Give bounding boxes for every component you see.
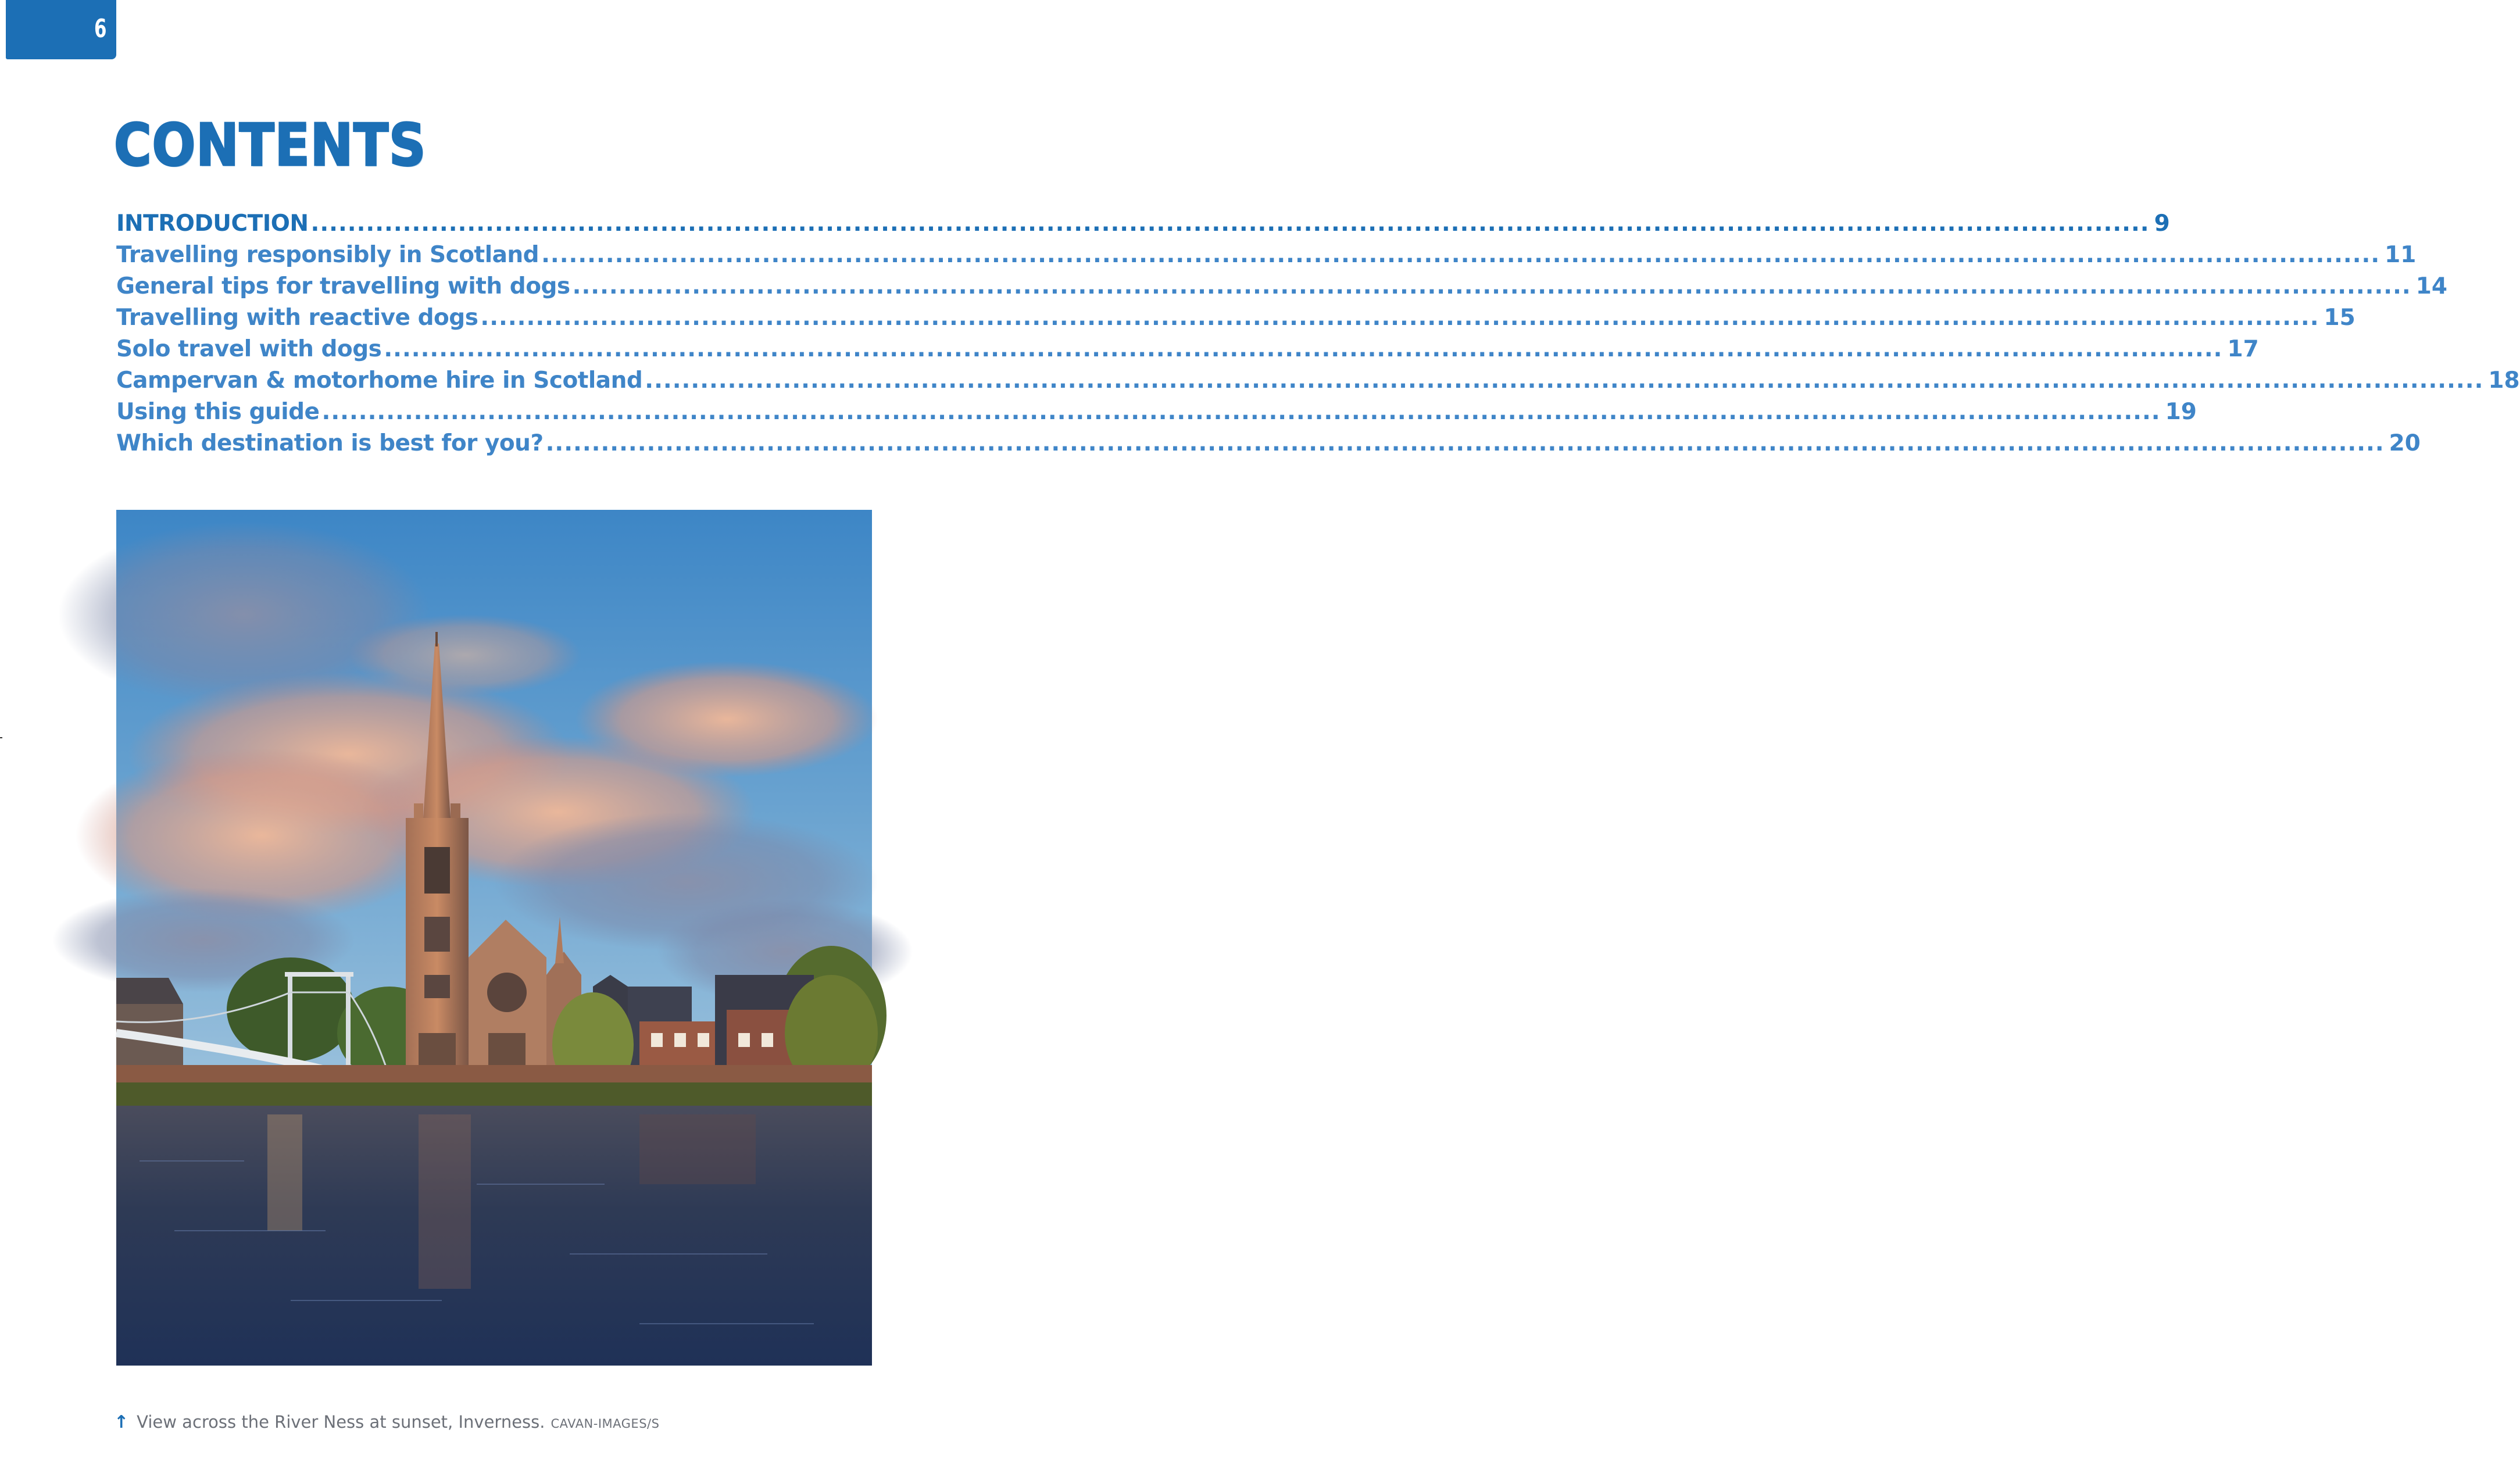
table-of-contents (116, 208, 2520, 459)
toc-entry[interactable] (116, 240, 2417, 271)
photo-caption (114, 1411, 659, 1434)
toc-entry-label: Travelling responsibly in Scotland (116, 242, 539, 268)
toc-entry[interactable] (116, 365, 2520, 396)
toc-entry-label: Solo travel with dogs (116, 336, 382, 362)
crop-mark (0, 737, 2, 738)
page-number-tab (6, 0, 116, 59)
toc-entry-page: 17 (2227, 336, 2259, 362)
page-number: 6 (94, 14, 107, 44)
toc-entry-page: 14 (2415, 273, 2447, 299)
toc-entry[interactable] (116, 334, 2259, 365)
toc-entry-page: 15 (2324, 305, 2355, 331)
toc-entry[interactable] (116, 302, 2355, 334)
toc-entry-label: Using this guide (116, 399, 320, 425)
toc-entry-page: 19 (2165, 399, 2197, 425)
toc-entry-page: 11 (2385, 242, 2417, 268)
toc-dot-leader: ........................................................................................................................................................................................................ (541, 242, 2380, 268)
toc-entry-page: 9 (2154, 210, 2170, 237)
toc-dot-leader: ........................................................................................................................................................................................................ (480, 305, 2319, 331)
toc-entry[interactable] (116, 396, 2197, 428)
toc-entry[interactable] (116, 428, 2421, 459)
inverness-river-photo (116, 510, 872, 1366)
caption-text: View across the River Ness at sunset, Inverness. (137, 1412, 545, 1432)
toc-dot-leader: ........................................................................................................................................................................................................ (310, 210, 2150, 237)
photo-credit: CAVAN-IMAGES/S (551, 1417, 660, 1431)
toc-entry-page: 20 (2389, 430, 2421, 456)
arrow-up-icon: ↑ (114, 1412, 129, 1432)
toc-entry-label: Campervan & motorhome hire in Scotland (116, 367, 643, 394)
toc-entry-label: INTRODUCTION (116, 210, 309, 237)
toc-dot-leader: ........................................................................................................................................................................................................ (545, 430, 2385, 456)
toc-dot-leader: ........................................................................................................................................................................................................ (572, 273, 2411, 299)
toc-entry[interactable] (116, 208, 2170, 240)
toc-entry-label: Travelling with reactive dogs (116, 305, 478, 331)
toc-entry-label: Which destination is best for you? (116, 430, 544, 456)
toc-entry[interactable] (116, 271, 2447, 302)
toc-entry-page: 18 (2488, 367, 2520, 394)
toc-dot-leader: ........................................................................................................................................................................................................ (645, 367, 2484, 394)
contents-title: CONTENTS (114, 111, 427, 179)
toc-dot-leader: ........................................................................................................................................................................................................ (384, 336, 2223, 362)
toc-dot-leader: ........................................................................................................................................................................................................ (321, 399, 2161, 425)
toc-entry-label: General tips for travelling with dogs (116, 273, 570, 299)
